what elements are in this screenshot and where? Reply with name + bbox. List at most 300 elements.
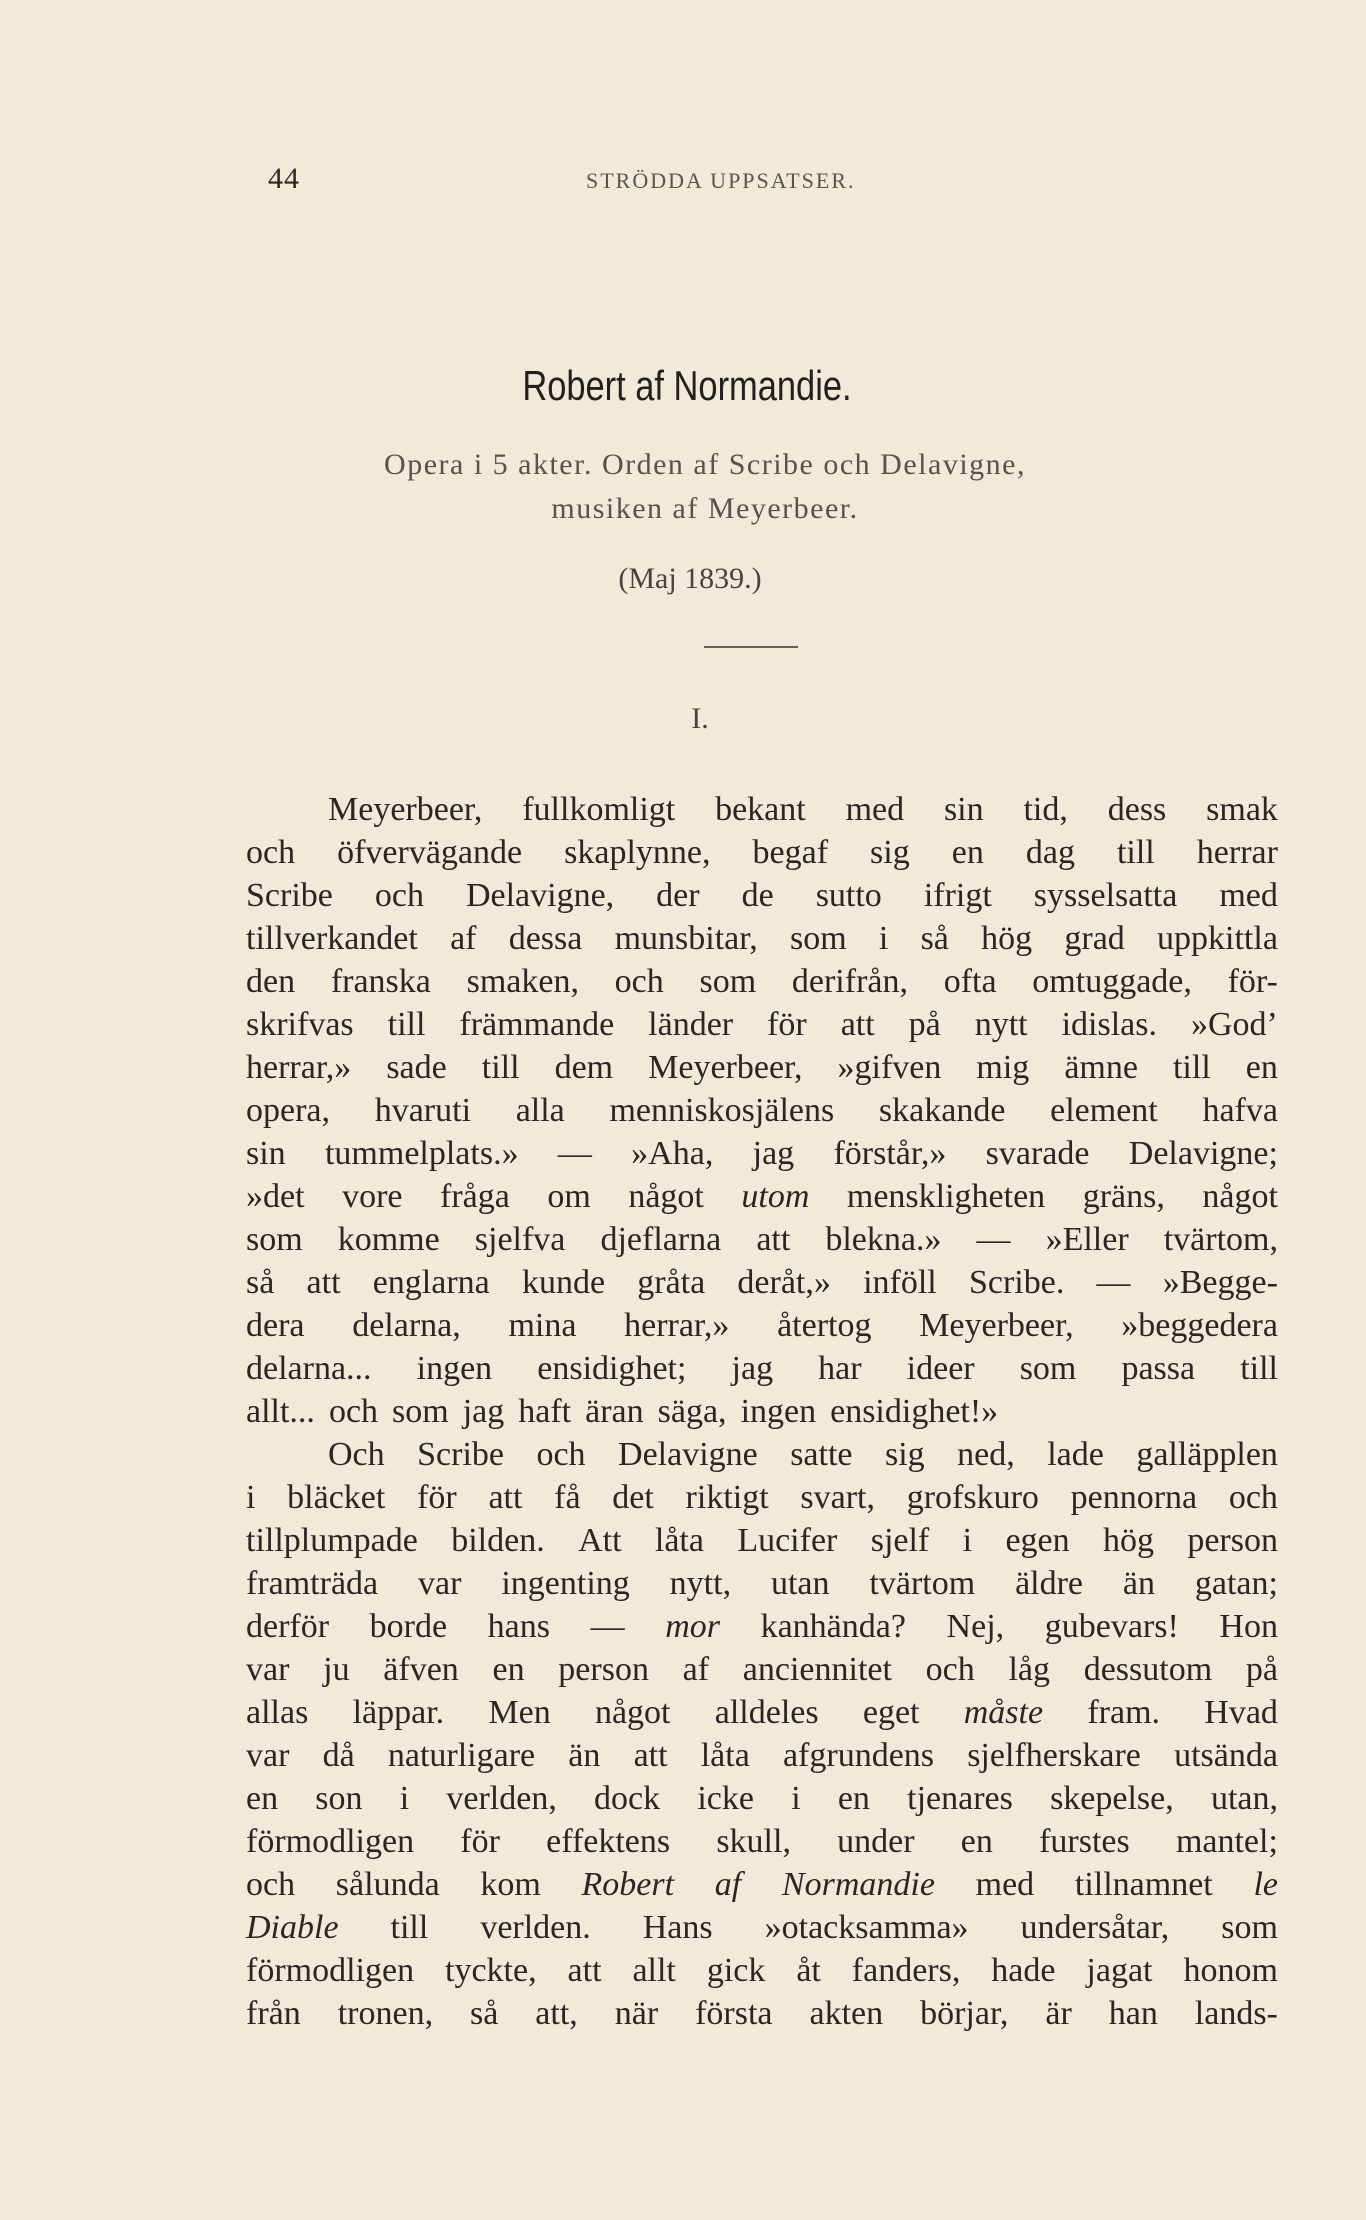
word: »Aha, (631, 1135, 714, 1172)
word: och (328, 1393, 379, 1430)
word: är (1045, 1995, 1072, 2032)
word: ideer (906, 1350, 975, 1387)
word: var (246, 1651, 290, 1688)
word: tjenares (907, 1780, 1013, 1817)
word: att (567, 1952, 602, 1989)
text-line (246, 788, 1278, 831)
word: med (975, 1866, 1035, 1903)
word: delarna... (246, 1350, 372, 1387)
word: nytt (974, 1006, 1028, 1043)
word: sjelf (870, 1522, 930, 1559)
word: allt (632, 1952, 676, 1989)
word: person (558, 1651, 649, 1688)
word: honom (1183, 1952, 1278, 1989)
article-subtitle-line-2: musiken af Meyerbeer. (551, 492, 859, 525)
word: sjelfva (474, 1221, 566, 1258)
word: tronen, (337, 1995, 434, 2032)
word: måste (963, 1694, 1044, 1731)
word: från (246, 1995, 301, 2032)
word: dem (554, 1049, 614, 1086)
word: lade (1047, 1436, 1104, 1473)
word: uppkittla (1157, 920, 1278, 957)
word: under (837, 1823, 915, 1860)
word: — (1096, 1264, 1131, 1301)
word: galläpplen (1136, 1436, 1278, 1473)
word: mig (976, 1049, 1030, 1086)
word: en (246, 1780, 279, 1817)
running-head-title: STRÖDDA UPPSATSER. (586, 168, 856, 193)
word: sutto (815, 877, 882, 914)
word: begaf (752, 834, 829, 871)
word: hvaruti (374, 1092, 472, 1129)
word: Scribe. (968, 1264, 1065, 1301)
word: första (695, 1995, 773, 2032)
word: han (1108, 1995, 1158, 2032)
word: tid, (1023, 791, 1068, 828)
word: deråt,» (737, 1264, 831, 1301)
word: — (590, 1608, 625, 1645)
text-line (246, 874, 1278, 917)
word: till (1172, 1049, 1211, 1086)
text-line (246, 1046, 1278, 1089)
word: delarna, (352, 1307, 461, 1344)
word: och (246, 1866, 296, 1903)
word: djeflarna (600, 1221, 722, 1258)
word: den (246, 963, 296, 1000)
word: länder (648, 1006, 734, 1043)
word: undersåtar, (1020, 1909, 1170, 1946)
text-line (246, 1003, 1278, 1046)
word: något (594, 1694, 671, 1731)
word: skull, (716, 1823, 791, 1860)
word: nytt, (669, 1565, 732, 1602)
word: utom (741, 1178, 810, 1215)
word: skepelse, (1050, 1780, 1174, 1817)
word: Scribe (246, 877, 333, 914)
running-head (268, 162, 1272, 202)
word: förmodligen (246, 1952, 415, 1989)
word: ensidighet; (537, 1350, 687, 1387)
text-line (246, 1734, 1278, 1777)
word: för (767, 1006, 807, 1043)
word: »Eller (1045, 1221, 1129, 1258)
section-number: I. (691, 702, 709, 735)
word: dess (1107, 791, 1167, 828)
word: som (246, 1221, 303, 1258)
word: grofskuro (906, 1479, 1039, 1516)
word: för- (1227, 963, 1278, 1000)
word: så (470, 1995, 499, 2032)
word: pennorna (1070, 1479, 1198, 1516)
word: så (246, 1264, 275, 1301)
word: ifrigt (923, 877, 992, 914)
word: jag (462, 1393, 505, 1430)
word: sig (884, 1436, 925, 1473)
word: — (976, 1221, 1011, 1258)
word: tillnamnet (1074, 1866, 1213, 1903)
word: alla (515, 1092, 565, 1129)
word: svarade (985, 1135, 1090, 1172)
word: herrar (1196, 834, 1278, 871)
word: öfvervägande (337, 834, 523, 871)
word: och (614, 963, 664, 1000)
word: fram. (1087, 1694, 1161, 1731)
word: när (614, 1995, 659, 2032)
word: »gifven (837, 1049, 942, 1086)
word: satte (790, 1436, 853, 1473)
word: låta (700, 1737, 750, 1774)
word: akten (809, 1995, 884, 2032)
word: skrifvas (246, 1006, 354, 1043)
word: Och (328, 1436, 385, 1473)
word: som (789, 920, 847, 957)
word: furstes (1039, 1823, 1130, 1860)
text-line (246, 917, 1278, 960)
page-number: 44 (268, 162, 300, 195)
word: ingenting (501, 1565, 630, 1602)
text-line (246, 1132, 1278, 1175)
word: till (1116, 834, 1155, 871)
word: tvärtom (869, 1565, 976, 1602)
word: sysselsatta (1033, 877, 1178, 914)
text-line (246, 1218, 1278, 1261)
word: sade (386, 1049, 447, 1086)
word: en (492, 1651, 525, 1688)
word: ingen (740, 1393, 817, 1430)
text-line (246, 1261, 1278, 1304)
word: sjelfherskare (967, 1737, 1141, 1774)
word: Meyerbeer, (328, 791, 483, 828)
word: har (818, 1350, 862, 1387)
word: Delavigne; (1128, 1135, 1278, 1172)
word: »otacksamma» (764, 1909, 969, 1946)
word: blekna.» (825, 1221, 942, 1258)
word: till (481, 1049, 520, 1086)
word: dessa (508, 920, 583, 957)
word: element (1050, 1092, 1158, 1129)
word: naturligare (387, 1737, 536, 1774)
text-line (246, 1992, 1278, 2035)
word: Robert (581, 1866, 675, 1903)
word: »det (246, 1178, 305, 1215)
word: Scribe (417, 1436, 504, 1473)
word: få (554, 1479, 581, 1516)
word: jag (752, 1135, 795, 1172)
word: alldeles (714, 1694, 819, 1731)
word: mor (665, 1608, 720, 1645)
word: gatan; (1194, 1565, 1278, 1602)
word: menskligheten (846, 1178, 1046, 1215)
word: effektens (546, 1823, 671, 1860)
word: något (1202, 1178, 1278, 1215)
word: munsbitar, (614, 920, 758, 957)
word: hög (981, 920, 1033, 957)
text-line (246, 1605, 1278, 1648)
word: derför (246, 1608, 330, 1645)
word: borde (369, 1608, 448, 1645)
word: om (547, 1178, 591, 1215)
word: egen (1005, 1522, 1070, 1559)
text-line (246, 1906, 1278, 1949)
word: dessutom (1083, 1651, 1213, 1688)
word: ju (323, 1651, 350, 1688)
word: franska (330, 963, 431, 1000)
word: herrar,» (246, 1049, 352, 1086)
word: en (837, 1780, 870, 1817)
article-date: (Maj 1839.) (618, 562, 762, 595)
word: till (390, 1909, 429, 1946)
word: eget (862, 1694, 920, 1731)
word: verlden, (446, 1780, 557, 1817)
word: sålunda (335, 1866, 440, 1903)
word: förmodligen (246, 1823, 415, 1860)
text-line (246, 1519, 1278, 1562)
text-line (246, 1390, 1278, 1433)
word: allt... (246, 1393, 315, 1430)
word: gick (706, 1952, 766, 1989)
word: att (306, 1264, 341, 1301)
word: ned, (957, 1436, 1015, 1473)
word: idislas. (1061, 1006, 1158, 1043)
text-line (246, 1777, 1278, 1820)
word: Meyerbeer, (919, 1307, 1074, 1344)
word: der (656, 877, 700, 914)
word: att, (535, 1995, 578, 2032)
word: passa (1121, 1350, 1196, 1387)
body-text (246, 788, 1278, 2035)
word: menniskosjälens (609, 1092, 835, 1129)
word: mantel; (1175, 1823, 1278, 1860)
word: att (488, 1479, 523, 1516)
word: gräns, (1082, 1178, 1165, 1215)
word: — (557, 1135, 592, 1172)
word: »Begge- (1162, 1264, 1278, 1301)
word: Lucifer (737, 1522, 838, 1559)
word: de (741, 877, 774, 914)
word: med (1219, 877, 1278, 914)
article-title: Robert af Normandie. (522, 362, 852, 409)
word: något (628, 1178, 704, 1215)
word: Men (488, 1694, 551, 1731)
text-line (246, 1089, 1278, 1132)
word: af (682, 1651, 710, 1688)
word: och (536, 1436, 586, 1473)
word: tummelplats.» (324, 1135, 519, 1172)
word: Diable (246, 1909, 339, 1946)
word: gubevars! (1044, 1608, 1179, 1645)
word: bekant (715, 791, 806, 828)
word: ingen (416, 1350, 493, 1387)
word: person (1187, 1522, 1278, 1559)
word: läppar. (352, 1694, 445, 1731)
word: dock (594, 1780, 661, 1817)
word: Att (578, 1522, 622, 1559)
word: bilden. (451, 1522, 545, 1559)
word: Hon (1219, 1608, 1278, 1645)
text-line (246, 1304, 1278, 1347)
word: hade (991, 1952, 1056, 1989)
section-divider (704, 646, 798, 648)
word: sig (870, 834, 910, 871)
word: kanhända? (760, 1608, 906, 1645)
word: Delavigne, (465, 877, 615, 914)
word: englarna (372, 1264, 490, 1301)
word: i (246, 1479, 256, 1516)
text-line (246, 1863, 1278, 1906)
word: att (633, 1737, 668, 1774)
word: fullkomligt (522, 791, 676, 828)
word: Nej, (946, 1608, 1005, 1645)
word: riktigt (685, 1479, 769, 1516)
word: bläcket (287, 1479, 386, 1516)
word: då (322, 1737, 355, 1774)
word: derifrån, (791, 963, 908, 1000)
word: sin (943, 791, 984, 828)
text-line (246, 1433, 1278, 1476)
word: Hvad (1204, 1694, 1278, 1731)
word: haft (518, 1393, 572, 1430)
word: äfven (383, 1651, 459, 1688)
word: framträda (246, 1565, 379, 1602)
word: främmande (459, 1006, 615, 1043)
word: i (791, 1780, 801, 1817)
text-line (246, 831, 1278, 874)
word: det (612, 1479, 654, 1516)
word: herrar,» (624, 1307, 730, 1344)
word: jagat (1086, 1952, 1153, 1989)
word: af (450, 920, 477, 957)
word: att (756, 1221, 791, 1258)
text-line (246, 960, 1278, 1003)
word: äldre (1015, 1565, 1084, 1602)
word: dera (246, 1307, 305, 1344)
word: för (417, 1479, 457, 1516)
word: som (1221, 1909, 1278, 1946)
word: kunde (521, 1264, 606, 1301)
word: jag (731, 1350, 774, 1387)
word: dag (1025, 834, 1075, 871)
word: tillplumpade (246, 1522, 418, 1559)
word: smak (1206, 791, 1278, 828)
word: le (1253, 1866, 1278, 1903)
word: Meyerbeer, (648, 1049, 803, 1086)
word: var (418, 1565, 462, 1602)
text-line (246, 1949, 1278, 1992)
word: son (315, 1780, 363, 1817)
word: för (460, 1823, 500, 1860)
text-line (246, 1476, 1278, 1519)
word: opera, (246, 1092, 331, 1129)
word: icke (697, 1780, 754, 1817)
word: på (908, 1006, 941, 1043)
word: till (387, 1006, 426, 1043)
word: till (1240, 1350, 1278, 1387)
word: »God’ (1190, 1006, 1278, 1043)
word: förstår,» (833, 1135, 947, 1172)
word: låg (1008, 1651, 1050, 1688)
word: skaplynne, (564, 834, 711, 871)
word: var (246, 1737, 290, 1774)
word: lands- (1194, 1995, 1278, 2032)
word: afgrundens (782, 1737, 935, 1774)
word: och (246, 834, 296, 871)
word: verlden. (480, 1909, 591, 1946)
word: börjar, (920, 1995, 1009, 2032)
word: i (878, 920, 889, 957)
word: med (845, 791, 905, 828)
word: och (1228, 1479, 1278, 1516)
word: ämne (1064, 1049, 1138, 1086)
word: en (951, 834, 984, 871)
word: svart, (800, 1479, 875, 1516)
word: på (1245, 1651, 1278, 1688)
word: äran (585, 1393, 644, 1430)
word: Normandie (781, 1866, 935, 1903)
word: utan (770, 1565, 830, 1602)
word: tyckte, (445, 1952, 537, 1989)
word: vore (342, 1178, 403, 1215)
word: så (920, 920, 949, 957)
word: »beggedera (1121, 1307, 1278, 1344)
word: som (392, 1393, 449, 1430)
word: kom (480, 1866, 541, 1903)
word: och (374, 877, 424, 914)
text-line (246, 1175, 1278, 1218)
word: gråta (637, 1264, 706, 1301)
word: än (1122, 1565, 1155, 1602)
word: ofta (943, 963, 997, 1000)
word: och (925, 1651, 975, 1688)
word: allas (246, 1694, 309, 1731)
word: i (962, 1522, 973, 1559)
word: Delavigne (618, 1436, 758, 1473)
word: än (568, 1737, 601, 1774)
word: smaken, (466, 963, 579, 1000)
word: återtog (777, 1307, 872, 1344)
text-line (246, 1691, 1278, 1734)
word: åt (796, 1952, 821, 1989)
text-line (246, 1820, 1278, 1863)
word: mina (508, 1307, 577, 1344)
word: säga, (657, 1393, 727, 1430)
word: hafva (1202, 1092, 1278, 1129)
word: ensidighet!» (830, 1393, 999, 1430)
word: komme (337, 1221, 440, 1258)
text-line (246, 1347, 1278, 1390)
word: fråga (440, 1178, 510, 1215)
word: tillverkandet (246, 920, 418, 957)
word: fanders, (851, 1952, 961, 1989)
word: hög (1102, 1522, 1154, 1559)
word: utan, (1210, 1780, 1278, 1817)
word: omtuggade, (1032, 963, 1192, 1000)
word: tvärtom, (1163, 1221, 1278, 1258)
text-line (246, 1648, 1278, 1691)
text-line (246, 1562, 1278, 1605)
word: i (399, 1780, 410, 1817)
word: låta (654, 1522, 704, 1559)
article-subtitle-line-1: Opera i 5 akter. Orden af Scribe och Delavigne, (384, 448, 1026, 481)
word: inföll (863, 1264, 937, 1301)
word: en (960, 1823, 993, 1860)
word: utsända (1174, 1737, 1278, 1774)
word: Hans (642, 1909, 713, 1946)
word: hans (487, 1608, 550, 1645)
word: grad (1064, 920, 1125, 957)
word: som (1019, 1350, 1077, 1387)
word: sin (246, 1135, 286, 1172)
word: att (840, 1006, 875, 1043)
